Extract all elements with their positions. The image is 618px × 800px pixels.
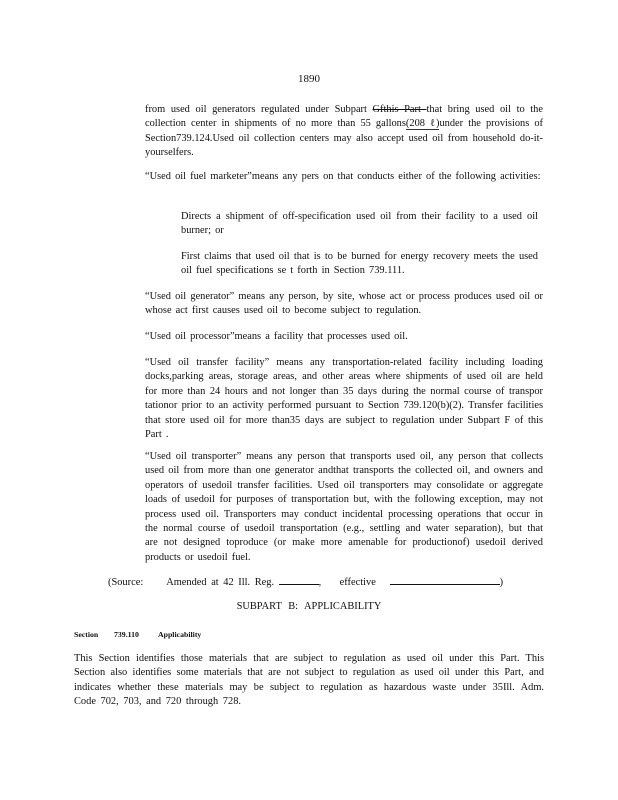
definition-used-oil-generator: “Used oil generator” means any person, by site, whose act or process produces used oil or whose act first causes used oil to become subject to regulation. [145, 291, 543, 317]
section-title: Applicability [158, 630, 202, 639]
source-close: ) [499, 577, 504, 588]
inserted-text: (208 ℓ) [405, 118, 440, 130]
paragraph-collection-center [145, 103, 543, 161]
source-comma: , [318, 577, 322, 588]
source-amended: Amended at 42 Ill. Reg. [166, 577, 275, 588]
list-item-directs-shipment: Directs a shipment of off-specification used oil from their facility to a used oil burner; or [181, 211, 538, 237]
effective-date-blank [390, 574, 500, 585]
section-number: 739.110 [114, 630, 139, 639]
deleted-text: Gfthis Part [372, 104, 427, 115]
list-item-first-claims: First claims that used oil that is to be burned for energy recovery meets the used oil fuel specifications se t forth in Section 739.111. [181, 251, 538, 277]
section-heading [74, 628, 201, 642]
para1-text-c: under the provisions of Section739.124.Used oil collection centers may also accept used oil from household do-it-yourselfers. [145, 118, 543, 159]
applicability-paragraph: This Section identifies those materials that are subject to regulation as used oil under this Part. This Section also identifies some materials that are not subject to regulation as used oil under this Part, and indicates whether these materials may be subject to regulation as hazardous waste under 35Ill. Adm. Code 702, 703, and 720 through 728. [74, 653, 544, 708]
definition-used-oil-transporter: “Used oil transporter” means any person that transports used oil, any person that collects used oil from more than one generator andthat transports the collected oil, and owners and operators of usedoil transfer facilities. Used oil transporters may consolidate or aggregate loads of usedoil for purposes of transportation but, with the following exception, may not process used oil. Transporters may conduct incidental processing operations that occur in the normal course of usedoil transportation (e.g., settling and water separation), but that are not designed toproduce (or make more amenable for productionof) usedoil derived products or usedoil fuel. [145, 451, 543, 563]
page-number: 1890 [298, 73, 320, 85]
para1-text-b: that bring used oil to the collection center in shipments of no more than 55 gallons [145, 104, 543, 130]
source-label: (Source: [108, 577, 144, 588]
section-label: Section [74, 630, 99, 639]
definition-used-oil-fuel-marketer: “Used oil fuel marketer”means any pers on that conducts either of the following activities: [145, 171, 541, 182]
source-effective: effective [339, 577, 376, 588]
source-note [108, 574, 504, 590]
subpart-heading: SUBPART B: APPLICABILITY [236, 601, 382, 612]
register-blank [279, 574, 319, 585]
definition-used-oil-transfer-facility: “Used oil transfer facility” means any transportation-related facility including loading docks,parking areas, storage areas, and other areas where shipments of used oil are held for more than 24 hours and not longer than 35 days during the normal course of transpor tationor prior to an activity performed pursuant to Section 739.120(b)(2). Transfer facilities that store used oil for more than35 days are subject to regulation under Subpart F of this Part . [145, 357, 543, 441]
definition-used-oil-processor: “Used oil processor”means a facility that processes used oil. [145, 331, 408, 342]
para1-text-a: from used oil generators regulated under Subpart [145, 104, 373, 115]
